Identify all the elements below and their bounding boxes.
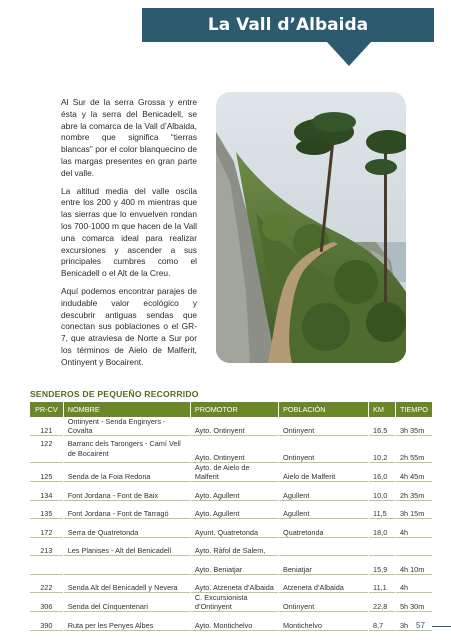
cell-poblacion: Agullent <box>279 482 368 501</box>
cell-code: 125 <box>30 463 63 482</box>
cell-name: Ruta per les Penyes Albes <box>64 612 190 631</box>
cell-km: 22,8 <box>369 593 395 612</box>
landscape-illustration <box>216 92 406 363</box>
cell-km: 10,2 <box>369 436 395 463</box>
cell-name: Barranc dels Tarongers - Camí Vell de Bocairent <box>64 436 190 463</box>
table-row <box>30 436 432 463</box>
cell-km <box>369 538 395 557</box>
cell-tiempo: 5h 30m <box>396 593 432 612</box>
cell-tiempo: 4h 10m <box>396 556 432 575</box>
cell-code: 121 <box>30 417 63 436</box>
page-title: La Vall d’Albaida <box>207 15 369 35</box>
cell-name: Font Jordana - Font de Tarragó <box>64 501 190 520</box>
table-row <box>30 556 432 575</box>
table-row <box>30 482 432 501</box>
column-header: PROMOTOR <box>191 402 278 417</box>
cell-tiempo: 2h 55m <box>396 436 432 463</box>
cell-km: 16,5 <box>369 417 395 436</box>
cell-tiempo: 2h 35m <box>396 482 432 501</box>
table-row <box>30 463 432 482</box>
cell-promotor: Ayto. Ràfol de Salem, <box>191 538 278 557</box>
cell-code: 390 <box>30 612 63 631</box>
cell-poblacion: Beniatjar <box>279 556 368 575</box>
cell-promotor: Ayto. Beniatjar <box>191 556 278 575</box>
cell-km: 10,0 <box>369 482 395 501</box>
cell-code: 172 <box>30 519 63 538</box>
cell-name: Les Planises - Alt del Benicadell <box>64 538 190 557</box>
cell-promotor: Ayto. de Aielo de Malferit <box>191 463 278 482</box>
cell-promotor: Ayto. Ontinyent <box>191 436 278 463</box>
cell-tiempo: 3h 15m <box>396 501 432 520</box>
table-row <box>30 417 432 436</box>
table-row <box>30 519 432 538</box>
cell-tiempo: 4h 45m <box>396 463 432 482</box>
cell-poblacion: Quatretonda <box>279 519 368 538</box>
cell-poblacion: Ontinyent <box>279 593 368 612</box>
cell-tiempo: 4h <box>396 575 432 594</box>
intro-paragraph: La altitud media del valle oscila entre los 200 y 400 m mientras que las sierras que lo envuelven rondan los 700-1000 m que hacen de la Vall una comarca ideal para realizar excursiones y ascender a sus principales cumbres como el Benicadell o el Alt de la Creu. <box>61 185 197 279</box>
cell-code: 122 <box>30 436 63 463</box>
trails-table <box>29 402 433 631</box>
intro-paragraph: Al Sur de la serra Grossa y entre ésta y la serra del Benicadell, se abre la comarca de la Vall d’Albaida, nombre que significa “tierras blancas” por el color blanquecino de las margas presentes en gran parte del valle. <box>61 97 197 178</box>
cell-name: Senda del Cinquentenari <box>64 593 190 612</box>
table-header-row <box>30 402 432 417</box>
cell-code: 222 <box>30 575 63 594</box>
cell-km: 8,7 <box>369 612 395 631</box>
cell-code <box>30 556 63 575</box>
cell-name: Senda de la Foia Redona <box>64 463 190 482</box>
column-header: POBLACIÓN <box>279 402 368 417</box>
cell-poblacion <box>279 538 368 557</box>
column-header: NOMBRE <box>64 402 190 417</box>
cell-km: 11,5 <box>369 501 395 520</box>
cell-poblacion: Agullent <box>279 501 368 520</box>
cell-poblacion: Aielo de Malferit <box>279 463 368 482</box>
cell-poblacion: Montichelvo <box>279 612 368 631</box>
page-number: 57 <box>416 621 425 630</box>
cell-code: 135 <box>30 501 63 520</box>
table-row <box>30 593 432 612</box>
cell-km: 11,1 <box>369 575 395 594</box>
table-row <box>30 612 432 631</box>
cell-name: Font Jordana - Font de Baix <box>64 482 190 501</box>
cell-tiempo: 4h <box>396 519 432 538</box>
cell-promotor: Ayto. Atzeneta d’Albaida <box>191 575 278 594</box>
column-header: TIEMPO <box>396 402 432 417</box>
cell-code: 213 <box>30 538 63 557</box>
cell-name: Serra de Quatretonda <box>64 519 190 538</box>
cell-code: 134 <box>30 482 63 501</box>
cell-km: 16,0 <box>369 463 395 482</box>
column-header: KM <box>369 402 395 417</box>
table-row <box>30 575 432 594</box>
cell-tiempo <box>396 538 432 557</box>
cell-name: Senda Alt del Benicadell y Nevera <box>64 575 190 594</box>
table-row <box>30 538 432 557</box>
cell-poblacion: Atzeneta d’Albaida <box>279 575 368 594</box>
cell-tiempo: 3h <box>396 612 432 631</box>
cell-promotor: Ayto. Agullent <box>191 501 278 520</box>
cell-poblacion: Ontinyent <box>279 417 368 436</box>
table-row <box>30 501 432 520</box>
intro-paragraph: Aquí podemos encontrar parajes de indudable valor ecológico y descubrir antiguas sendas que conectan sus poblaciones o el GR-7, que atraviesa de Norte a Sur por los términos de Aielo de Malferit, Ontinyent y Bocairent. <box>61 285 197 367</box>
cell-km: 15,9 <box>369 556 395 575</box>
cell-name <box>64 556 190 575</box>
cell-tiempo: 3h 35m <box>396 417 432 436</box>
table-title: SENDEROS DE PEQUEÑO RECORRIDO <box>30 389 199 399</box>
intro-text <box>61 97 197 375</box>
cell-promotor: C. Excursionista d’Ontinyent <box>191 593 278 612</box>
cell-name: Ontinyent - Senda Enginyers - Covalta <box>64 417 190 436</box>
page-number-rule <box>432 626 451 627</box>
cell-km: 18,0 <box>369 519 395 538</box>
cell-promotor: Ayto. Ontinyent <box>191 417 278 436</box>
column-header: PR-CV <box>30 402 63 417</box>
cell-promotor: Ayto. Agullent <box>191 482 278 501</box>
cell-poblacion: Ontinyent <box>279 436 368 463</box>
landscape-photo <box>216 92 406 363</box>
cell-promotor: Ayunt. Quatretonda <box>191 519 278 538</box>
cell-promotor: Ayto. Montichelvo <box>191 612 278 631</box>
cell-code: 306 <box>30 593 63 612</box>
title-banner-notch <box>327 42 371 66</box>
